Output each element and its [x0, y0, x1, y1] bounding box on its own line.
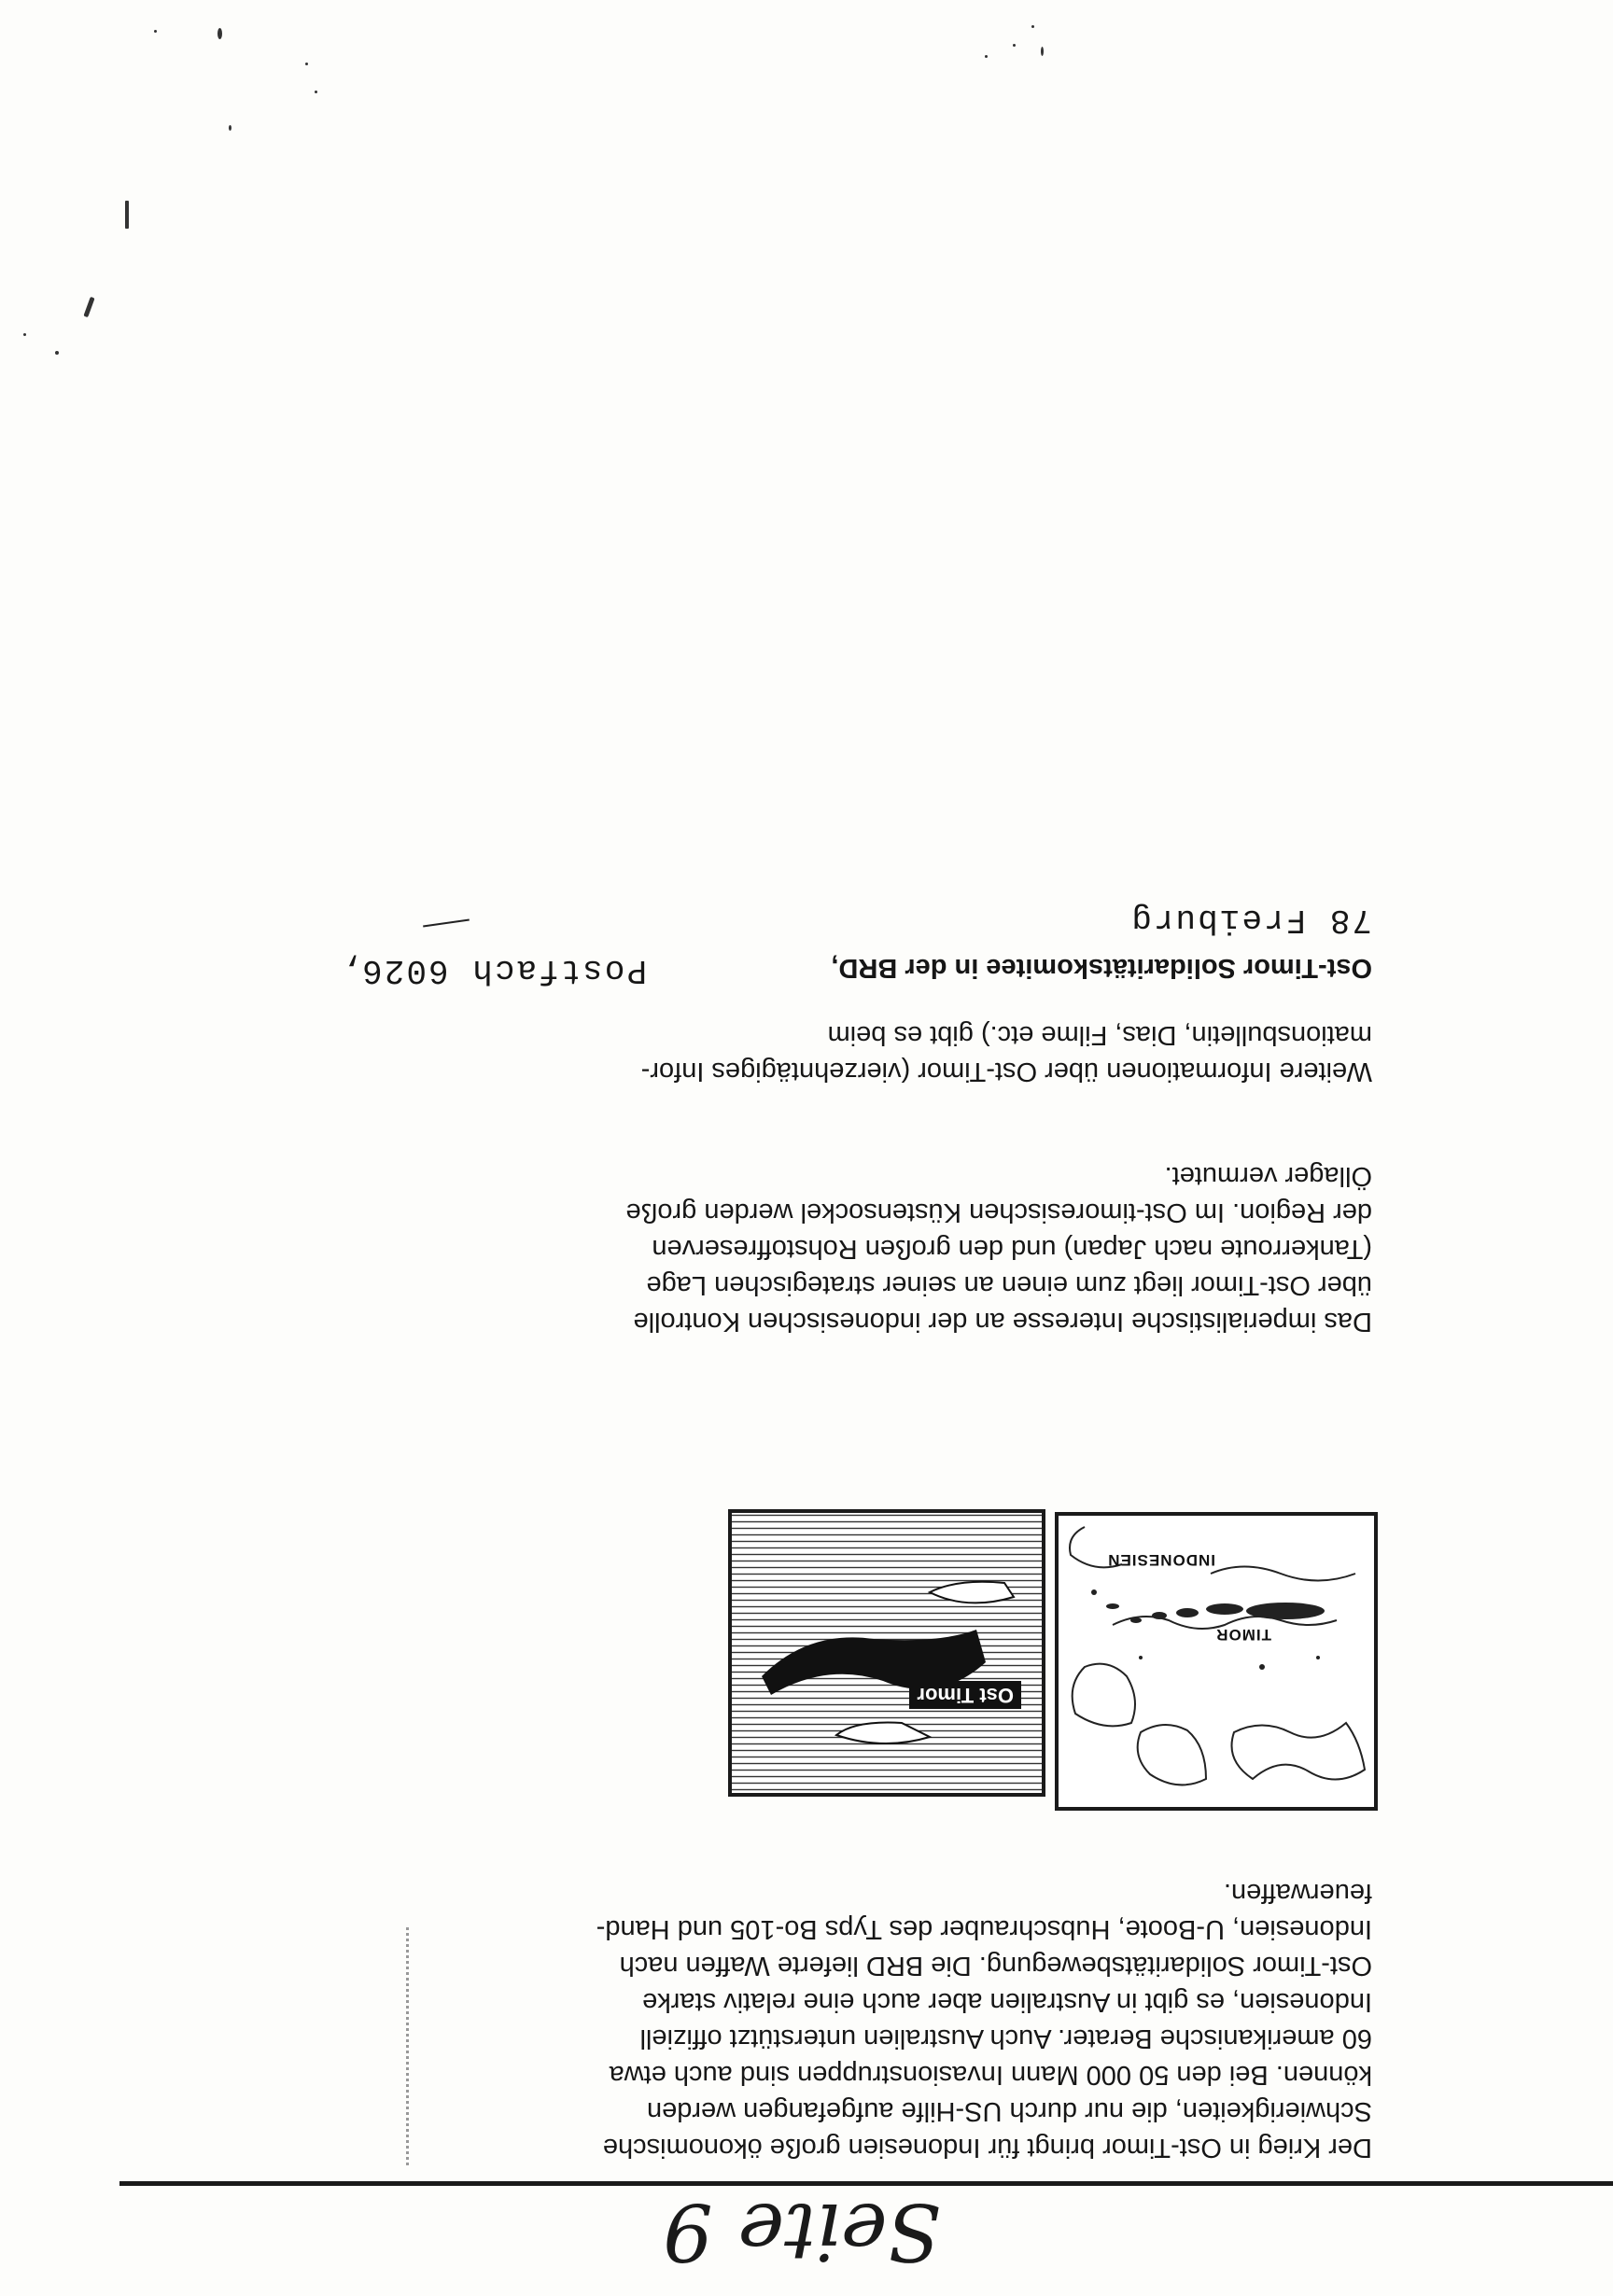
- text-line: über Ost-Timor liegt zum einen an seiner strategischen Lage: [646, 1270, 1372, 1300]
- paragraph-further-info: [641, 1016, 1372, 1089]
- map-indonesia-overview: [1055, 1512, 1378, 1811]
- scan-speck: [55, 351, 59, 355]
- map-drawing: [732, 1513, 1042, 1793]
- text-line: mationsbulletin, Dias, Filme etc.) gibt es beim: [827, 1020, 1372, 1050]
- map-east-timor-detail: [728, 1509, 1045, 1797]
- text-line: 60 amerikanische Berater. Auch Australien unterstützt offiziell: [639, 2023, 1372, 2053]
- paragraph-war-economy: [596, 1874, 1372, 2165]
- scan-speck: [83, 297, 94, 317]
- address-city: 78 Freiburg: [1129, 901, 1372, 939]
- scan-speck: [1013, 44, 1016, 47]
- text-line: Ost-Timor Solidaritätsbewegung. Die BRD lieferte Waffen nach: [619, 1951, 1372, 1981]
- header-rule: [119, 2181, 1613, 2186]
- text-line: Weitere Informationen über Ost-Timor (vierzehntägiges Infor-: [640, 1057, 1372, 1086]
- scan-speck: [1031, 25, 1034, 28]
- paragraph-imperialist-interest: [626, 1157, 1372, 1339]
- text-line: Schwierigkeiten, die nur durch US-Hilfe aufgefangen werden: [647, 2096, 1372, 2126]
- map-label-ost-timor: Ost Timor: [909, 1681, 1021, 1709]
- text-line: Indonesien, es gibt in Australien aber auch eine relativ starke: [642, 1987, 1372, 2017]
- scan-speck: [125, 201, 129, 229]
- map-drawing: [1059, 1516, 1374, 1807]
- scan-speck: [154, 30, 157, 33]
- page-number: Seite 9: [663, 2186, 941, 2277]
- scan-speck: [305, 63, 308, 65]
- margin-mark: [400, 1927, 409, 2165]
- text-line: (Tankerroute nach Japan) und den großen Rohstoffreserven: [652, 1234, 1372, 1264]
- scan-speck: [985, 55, 988, 58]
- map-label-timor: TIMOR: [1215, 1626, 1271, 1644]
- scan-speck: [217, 28, 222, 39]
- scan-speck: [315, 91, 317, 93]
- map-label-indonesien: INDONESIEN: [1107, 1551, 1215, 1569]
- scan-speck: [229, 125, 231, 131]
- pen-mark: [423, 919, 470, 928]
- text-line: Indonesien, U-Boote, Hubschrauber des Typs Bo-105 und Hand-: [596, 1914, 1372, 1944]
- text-line: Der Krieg in Ost-Timor bringt für Indonesien große ökonomische: [602, 2133, 1372, 2163]
- text-line: feuerwaffen.: [1223, 1878, 1372, 1908]
- scan-speck: [23, 333, 26, 336]
- text-line: der Region. Im Ost-timoresischen Küstensockel werden große: [625, 1197, 1372, 1227]
- address-postbox: Postfach 6026,: [338, 951, 647, 989]
- address-organization: Ost-Timor Solidaritätskomitee in der BRD,: [831, 953, 1372, 983]
- scan-speck: [1041, 47, 1044, 56]
- text-line: können. Bei den 50 000 Mann Invasionstruppen sind auch etwa: [609, 2060, 1372, 2090]
- text-line: Öllager vermutet.: [1164, 1161, 1372, 1191]
- text-line: Das imperialistische Interesse an der indonesischen Kontrolle: [633, 1307, 1372, 1337]
